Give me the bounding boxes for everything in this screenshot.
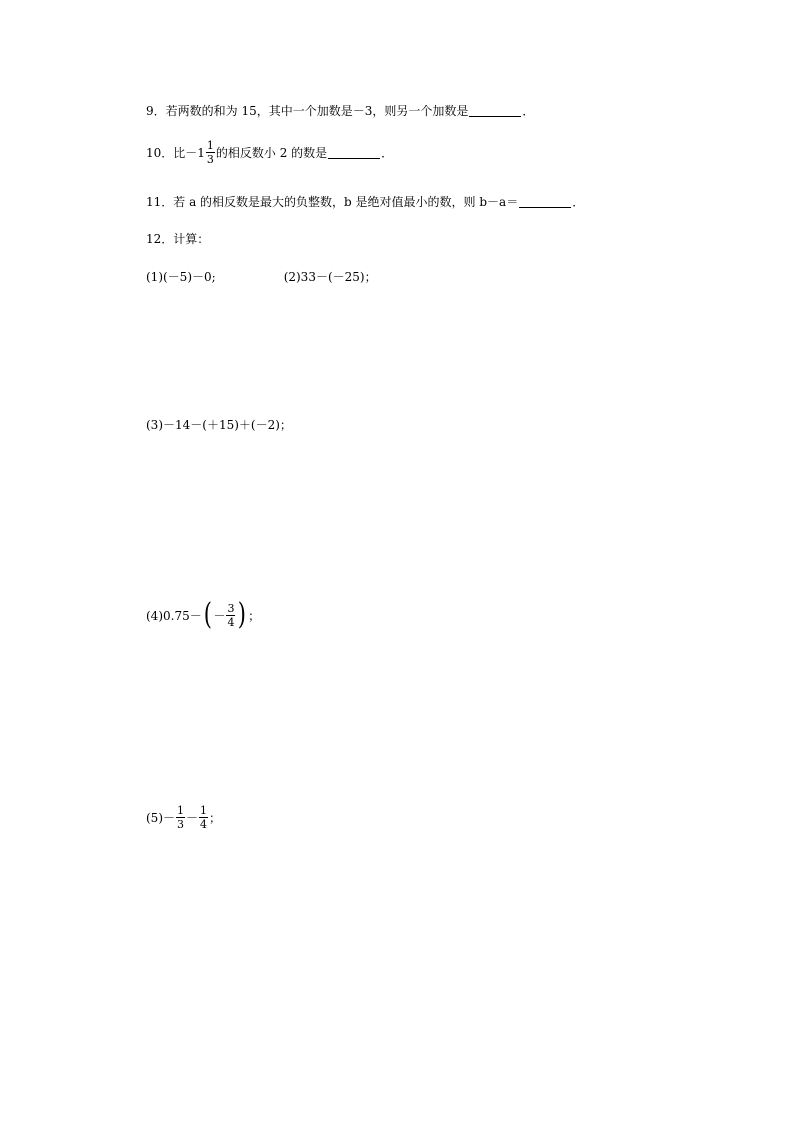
q12-part-5-minus: － — [186, 811, 199, 825]
q12-part-5-suffix: ； — [209, 811, 222, 825]
q10-fraction — [206, 140, 215, 165]
q9-answer-blank[interactable] — [469, 104, 521, 117]
question-11 — [146, 193, 584, 210]
q12-part-5-frac2-denominator: 4 — [200, 818, 208, 831]
q12-part-4-paren-close: ) — [238, 597, 247, 632]
q9-text: 9．若两数的和为 15，其中一个加数是－3，则另一个加数是 — [146, 104, 469, 118]
q10-frac-numerator: 1 — [206, 139, 214, 152]
q11-answer-blank[interactable] — [519, 195, 571, 208]
q12-part-3: (3)－14－(＋15)＋(－2)； — [146, 418, 292, 432]
q12-part-4-frac-denominator: 4 — [227, 615, 235, 629]
q12-part-5-prefix: (5)－ — [146, 811, 175, 825]
q12-part-5-frac2-numerator: 1 — [200, 804, 208, 817]
q10-answer-blank[interactable] — [328, 146, 380, 159]
q12-row-3 — [146, 416, 292, 433]
q12-part-1: (1)(－5)－0; — [146, 270, 216, 284]
q12-part-4-paren-open: ( — [203, 597, 212, 632]
q12-row-5 — [146, 805, 221, 830]
q11-text: 11．若 a 的相反数是最大的负整数，b 是绝对值最小的数，则 b－a＝ — [146, 195, 519, 209]
q12-row-4 — [146, 597, 261, 632]
q10-text-start: 10．比－1 — [146, 146, 205, 160]
question-10 — [146, 140, 393, 165]
q11-end: ． — [572, 195, 585, 209]
q12-part-5-fraction-2 — [199, 805, 208, 830]
q12-part-5-fraction-1 — [176, 805, 185, 830]
q10-frac-denominator: 3 — [206, 153, 214, 166]
q12-part-4-frac-numerator: 3 — [227, 601, 235, 615]
question-12-heading — [146, 230, 209, 247]
q12-part-2: (2)33－(－25)； — [283, 270, 377, 284]
q10-text-rest: 的相反数小 2 的数是 — [215, 146, 328, 160]
q12-row-1 — [146, 268, 377, 285]
q10-end: ． — [381, 146, 394, 160]
q12-part-4-prefix: (4)0.75－ — [146, 608, 202, 623]
q12-part-5-frac1-numerator: 1 — [177, 804, 184, 817]
q12-part-4-fraction — [226, 603, 235, 628]
q12-part-4-suffix: ； — [248, 608, 261, 623]
q12-heading: 12．计算： — [146, 232, 210, 246]
q12-part-5-frac1-denominator: 3 — [177, 818, 184, 831]
question-9 — [146, 102, 534, 119]
q9-end: ． — [522, 104, 535, 118]
q12-part-4-minus: － — [213, 608, 226, 623]
